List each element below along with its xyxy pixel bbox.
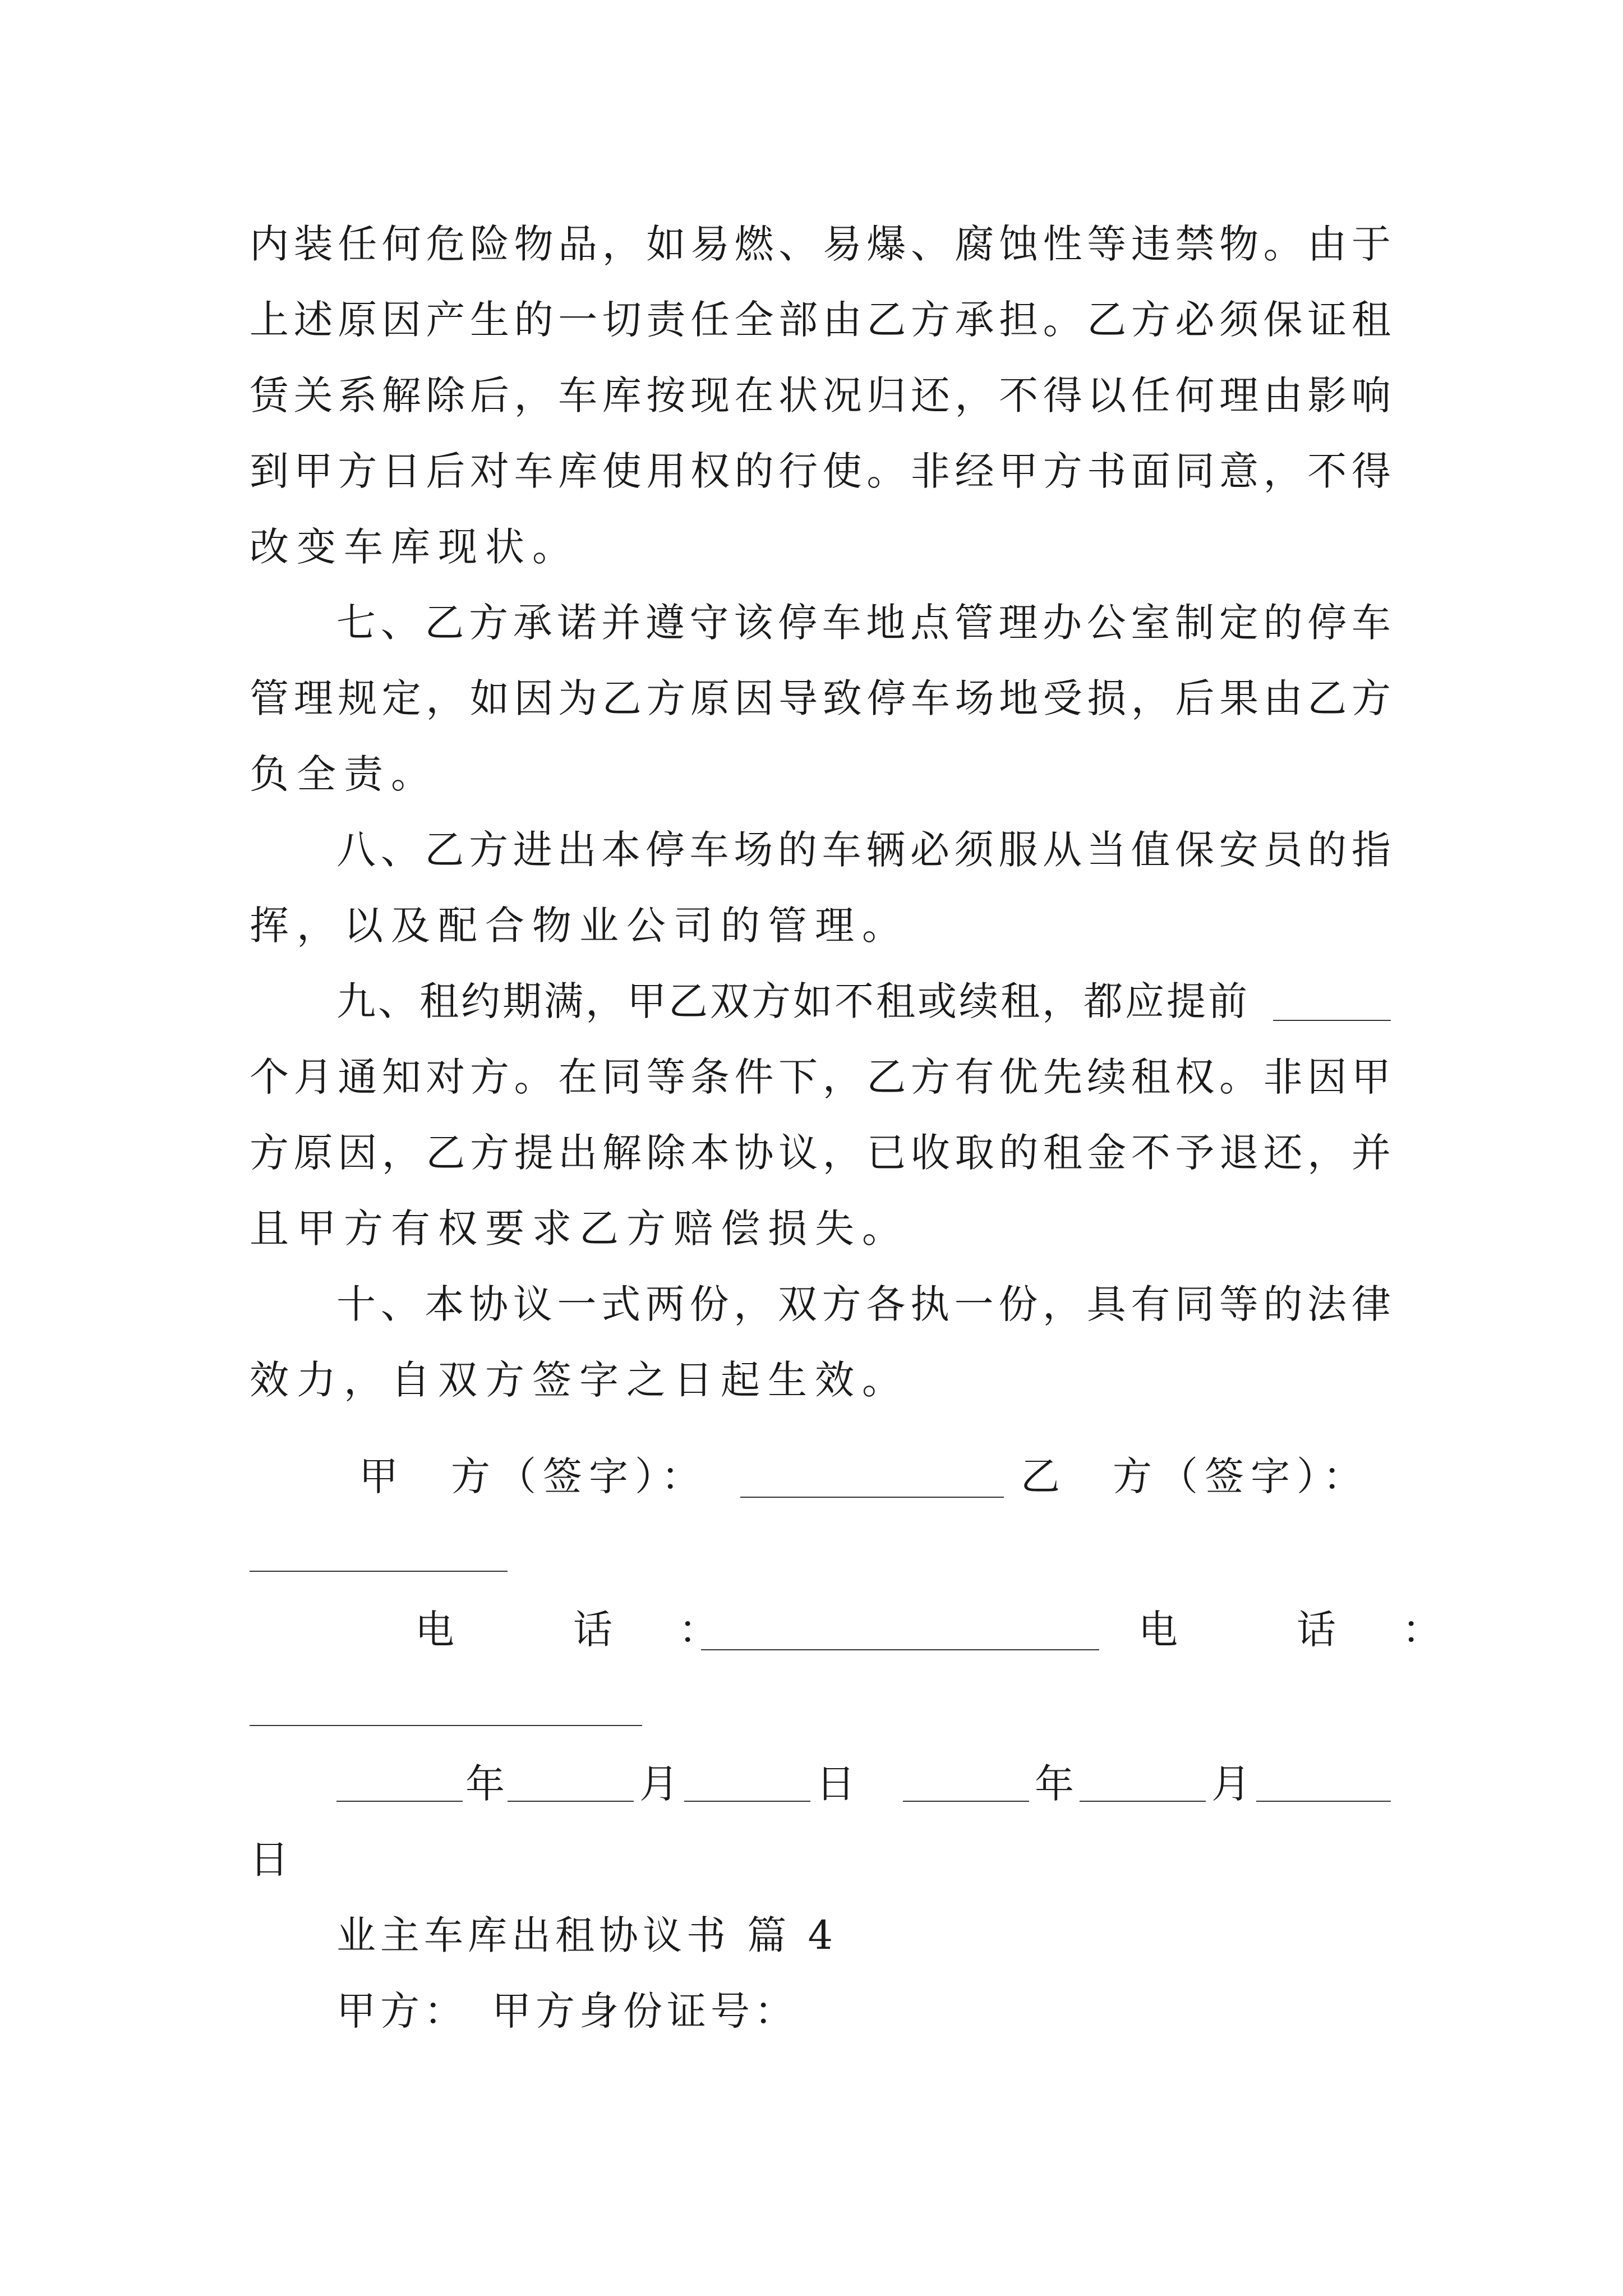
text-char: 各 <box>866 1281 906 1327</box>
text-char: 必 <box>1175 297 1215 343</box>
text-char: 知 <box>381 1054 421 1100</box>
text-char: 由 <box>1263 372 1303 418</box>
text-char: 指 <box>1351 827 1391 873</box>
text-char: 使 <box>822 448 862 494</box>
text-char: 损 <box>1087 675 1127 721</box>
text-char: 方 <box>1351 675 1391 721</box>
text-char: 一 <box>557 1281 597 1327</box>
text-char: 系 <box>338 372 377 418</box>
text-char: 协 <box>469 1281 509 1327</box>
text-char: 方 <box>822 1281 861 1327</box>
text-char: 场 <box>734 827 773 873</box>
text-char: 同 <box>602 1054 642 1100</box>
text-char: 果 <box>1219 675 1259 721</box>
text-char: 于 <box>1351 221 1391 267</box>
text-char: 车 <box>910 675 950 721</box>
text-char: 七 <box>336 600 376 646</box>
text-char: 本 <box>425 1281 464 1327</box>
text-char: 装 <box>293 221 333 267</box>
text-line: 负全责。 <box>250 751 438 797</box>
month-label: 月 <box>639 1761 679 1807</box>
text-char: 同 <box>1175 448 1215 494</box>
text-char: 响 <box>1351 372 1391 418</box>
text-char: 方 <box>1043 448 1082 494</box>
text-char: 关 <box>293 372 333 418</box>
text-char: 任 <box>1131 372 1170 418</box>
text-char: 方 <box>469 1130 509 1176</box>
text-char: 何 <box>1175 372 1215 418</box>
text-char: 的 <box>1263 600 1303 646</box>
text-char: 证 <box>1307 297 1347 343</box>
text-char: 从 <box>1043 827 1082 873</box>
text-char: 法 <box>1307 1281 1347 1327</box>
text-char: 租 <box>1351 297 1391 343</box>
text-char: ， <box>734 1281 773 1327</box>
text-char: 必 <box>910 827 949 873</box>
text-char: 受 <box>1043 675 1082 721</box>
text-line: 且甲方有权要求乙方赔偿损失。 <box>250 1205 909 1251</box>
text-char: 具 <box>1086 1281 1126 1327</box>
text-char: 部 <box>778 297 818 343</box>
text-char: 切 <box>602 297 642 343</box>
text-line <box>336 827 1391 872</box>
text-char: 燃 <box>734 221 774 267</box>
text-line <box>250 449 1391 494</box>
text-char: 通 <box>338 1054 377 1100</box>
party-b-phone-field[interactable] <box>250 1725 642 1726</box>
text-char: 使 <box>602 448 642 494</box>
text-char: 腐 <box>955 221 994 267</box>
text-char: ， <box>955 372 994 418</box>
text-char: 得 <box>1351 448 1391 494</box>
text-line <box>336 979 1262 1024</box>
text-char: 本 <box>690 1130 730 1176</box>
text-char: 执 <box>910 1281 949 1327</box>
text-char: 不 <box>1131 1130 1170 1176</box>
text-char: 担 <box>999 297 1039 343</box>
text-char: 因 <box>734 675 774 721</box>
text-char: 并 <box>1351 1130 1391 1176</box>
text-char: 影 <box>1307 372 1347 418</box>
text-char: 用 <box>646 448 686 494</box>
text-char: 方 <box>250 1130 289 1176</box>
party-b-signature-label: 乙 方（签字）： <box>1021 1453 1369 1499</box>
text-char: 个 <box>250 1054 289 1100</box>
text-char: 律 <box>1351 1281 1391 1327</box>
text-char: ， <box>1043 1281 1082 1327</box>
text-char: 不 <box>999 372 1039 418</box>
party-b-phone-label: 电 话 ： <box>1138 1607 1455 1653</box>
text-char: 经 <box>955 448 994 494</box>
text-char: 甲 <box>1351 1054 1391 1100</box>
text-char: 得 <box>1043 372 1082 418</box>
text-char: 现 <box>690 372 730 418</box>
text-char: 协 <box>734 1130 774 1176</box>
text-char: ， <box>1263 448 1303 494</box>
text-char: 理 <box>1219 372 1259 418</box>
text-char: 导 <box>778 675 818 721</box>
text-line <box>250 1055 1391 1099</box>
text-char: 停 <box>645 827 685 873</box>
text-char: 金 <box>1087 1130 1127 1176</box>
text-char: 租 <box>1043 1130 1082 1176</box>
text-char: 诺 <box>557 600 597 646</box>
text-char: 员 <box>1263 827 1303 873</box>
party-a-signature-field[interactable] <box>740 1497 1004 1498</box>
text-char: 承 <box>955 297 994 343</box>
text-char: 甲 <box>999 448 1039 494</box>
text-char: ， <box>514 372 554 418</box>
text-char: ， <box>822 1130 862 1176</box>
text-char: 爆 <box>866 221 906 267</box>
text-char: 车 <box>689 827 729 873</box>
text-char: 由 <box>1263 675 1303 721</box>
text-char: 况 <box>822 372 862 418</box>
text-char: 非 <box>1263 1054 1303 1100</box>
text-char: 方 <box>910 1054 950 1100</box>
text-char: 方 <box>469 600 509 646</box>
text-line <box>250 222 1391 266</box>
text-char: 物 <box>514 221 554 267</box>
text-char: 、 <box>380 1281 420 1327</box>
text-char: 服 <box>998 827 1038 873</box>
text-char: 的 <box>734 448 774 494</box>
text-char: 制 <box>1175 600 1215 646</box>
party-a-phone-label: 电 话 ： <box>415 1607 731 1653</box>
text-char: 月 <box>293 1054 333 1100</box>
text-char: 乙 <box>426 1130 465 1176</box>
text-char: 方 <box>910 297 950 343</box>
month-label: 月 <box>1211 1761 1251 1807</box>
text-char: 述 <box>293 297 333 343</box>
text-char: 本 <box>601 827 641 873</box>
text-char: 予 <box>1175 1130 1215 1176</box>
text-char: 车 <box>514 448 554 494</box>
party-a-year-field[interactable] <box>336 1801 463 1802</box>
text-char: 禁 <box>1175 221 1215 267</box>
text-char: 如 <box>469 675 509 721</box>
text-char: 议 <box>513 1281 552 1327</box>
text-char: 份 <box>689 1281 729 1327</box>
text-char: 。 <box>1219 1054 1259 1100</box>
text-char: 后 <box>1175 675 1215 721</box>
text-line <box>336 1282 1391 1327</box>
year-label: 年 <box>465 1761 505 1807</box>
text-char: 两 <box>645 1281 685 1327</box>
text-char: 如 <box>646 221 686 267</box>
text-char: 因 <box>1307 1054 1347 1100</box>
text-char: 的 <box>777 827 817 873</box>
text-char: 由 <box>822 297 862 343</box>
text-char: 保 <box>1263 297 1303 343</box>
text-char: 乙 <box>1307 675 1347 721</box>
text-char: 须 <box>954 827 994 873</box>
text-char: 份 <box>998 1281 1038 1327</box>
text-char: 场 <box>955 675 994 721</box>
text-char: 因 <box>338 1130 377 1176</box>
text-char: 等 <box>1219 1281 1258 1327</box>
text-char: 由 <box>1307 221 1347 267</box>
text-char: 危 <box>426 221 465 267</box>
text-char: 状 <box>778 372 818 418</box>
text-char: 日 <box>381 448 421 494</box>
text-char: 因 <box>514 675 554 721</box>
text-char: 理 <box>998 600 1038 646</box>
text-char: 全 <box>734 297 774 343</box>
text-char: 乙 <box>425 600 464 646</box>
section-title: 业主车库出租协议书 篇 4 <box>336 1912 838 1958</box>
text-char: 的 <box>514 297 554 343</box>
text-char: 保 <box>1175 827 1215 873</box>
text-char: 甲 <box>293 448 333 494</box>
text-char: 双 <box>777 1281 817 1327</box>
party-a-id-line: 甲方： 甲方身份证号： <box>336 1988 798 2034</box>
text-char: 车 <box>1351 600 1391 646</box>
text-char: 退 <box>1219 1130 1259 1176</box>
text-char: 守 <box>689 600 729 646</box>
text-char: 产 <box>426 297 465 343</box>
text-char: ， <box>426 675 465 721</box>
text-char: 已 <box>866 1130 906 1176</box>
text-char: 。 <box>514 1054 554 1100</box>
text-char: 地 <box>866 600 906 646</box>
text-char: 解 <box>381 372 421 418</box>
text-char: 十 <box>336 1281 376 1327</box>
text-char: 点 <box>910 600 949 646</box>
text-char: 赁 <box>250 372 289 418</box>
text-char: 方 <box>338 448 377 494</box>
text-char: 生 <box>469 297 509 343</box>
text-char: 并 <box>601 600 641 646</box>
text-char: 条 <box>690 1054 730 1100</box>
text-char: 书 <box>1087 448 1127 494</box>
day-label: 日 <box>816 1761 855 1807</box>
text-char: 等 <box>1087 221 1127 267</box>
text-char: 一 <box>558 297 598 343</box>
text-char: 续 <box>1087 1054 1127 1100</box>
text-char: 优 <box>999 1054 1039 1100</box>
text-char: 出 <box>557 827 597 873</box>
text-char: 。 <box>1043 297 1082 343</box>
text-char: 车 <box>822 827 861 873</box>
text-char: 任 <box>690 297 730 343</box>
text-char: 遵 <box>645 600 685 646</box>
text-char: 乙 <box>1087 297 1127 343</box>
party-a-phone-field[interactable] <box>701 1649 1099 1650</box>
text-char: 原 <box>293 1130 333 1176</box>
party-b-month-field[interactable] <box>1080 1801 1206 1802</box>
text-char: 有 <box>955 1054 994 1100</box>
text-char: 在 <box>558 1054 598 1100</box>
text-char: 议 <box>778 1130 818 1176</box>
text-char: 归 <box>866 372 906 418</box>
text-char: 权 <box>1175 1054 1215 1100</box>
text-char: 按 <box>646 372 686 418</box>
text-char: 权 <box>690 448 730 494</box>
text-char: 的 <box>999 1130 1039 1176</box>
text-char: 八 <box>336 827 376 873</box>
text-char: 同 <box>1175 1281 1215 1327</box>
text-char: 公 <box>1086 600 1126 646</box>
text-line <box>336 600 1391 645</box>
text-char: 管 <box>954 600 994 646</box>
text-char: 定 <box>1219 600 1258 646</box>
text-char: 还 <box>1263 1130 1303 1176</box>
text-char: 库 <box>558 448 598 494</box>
text-char: 管 <box>250 675 289 721</box>
text-char: 该 <box>734 600 773 646</box>
text-char: 性 <box>1043 221 1082 267</box>
text-char: 在 <box>734 372 774 418</box>
text-char: 件 <box>734 1054 774 1100</box>
party-b-day-field[interactable] <box>1256 1801 1391 1802</box>
text-char: 因 <box>381 297 421 343</box>
text-char: 内 <box>250 221 289 267</box>
text-char: 。 <box>866 448 906 494</box>
text-char: 行 <box>778 448 818 494</box>
text-char: 辆 <box>866 827 906 873</box>
text-char: 物 <box>1219 221 1259 267</box>
text-char: 意 <box>1219 448 1259 494</box>
year-label: 年 <box>1035 1761 1074 1807</box>
text-line: 改变车库现状。 <box>250 524 579 570</box>
text-char: 不 <box>1307 448 1347 494</box>
text-char: 方 <box>469 827 509 873</box>
party-b-year-field[interactable] <box>903 1801 1029 1802</box>
text-char: ， <box>381 1130 421 1176</box>
text-char: 品 <box>558 221 598 267</box>
text-char: 后 <box>469 372 509 418</box>
text-char: 收 <box>910 1130 950 1176</box>
text-char: 停 <box>1307 600 1347 646</box>
text-char: 以 <box>1087 372 1127 418</box>
text-char: 停 <box>777 600 817 646</box>
text-char: 乙 <box>866 1054 906 1100</box>
text-line <box>250 297 1391 342</box>
text-char: 何 <box>381 221 421 267</box>
text-char: 地 <box>999 675 1039 721</box>
text-char: 室 <box>1131 600 1170 646</box>
party-a-month-field[interactable] <box>508 1801 634 1802</box>
text-char: ， <box>602 221 642 267</box>
text-char: 提 <box>514 1130 554 1176</box>
text-char: 取 <box>955 1130 994 1176</box>
text-char: 。 <box>1263 221 1303 267</box>
text-char: 除 <box>646 1130 686 1176</box>
text-segment: 九、租约期满，甲乙双方如不租或续租，都应提前 <box>336 978 1249 1024</box>
text-char: 办 <box>1043 600 1082 646</box>
text-char: 值 <box>1131 827 1170 873</box>
text-char: 方 <box>646 675 686 721</box>
text-char: 致 <box>822 675 862 721</box>
day-label: 日 <box>250 1837 289 1883</box>
text-char: 有 <box>1131 1281 1170 1327</box>
text-char: 解 <box>602 1130 642 1176</box>
text-char: 违 <box>1131 221 1170 267</box>
blank-months-field[interactable] <box>1273 1020 1391 1021</box>
text-char: ， <box>822 1054 862 1100</box>
text-char: 原 <box>338 297 377 343</box>
text-char: 的 <box>1307 827 1347 873</box>
text-char: 方 <box>469 1054 509 1100</box>
text-line: 挥，以及配合物业公司的管理。 <box>250 903 909 949</box>
text-char: 出 <box>558 1130 598 1176</box>
text-char: 责 <box>646 297 686 343</box>
text-char: 规 <box>338 675 377 721</box>
text-line <box>250 1130 1391 1175</box>
text-char: 易 <box>822 221 862 267</box>
text-char: 任 <box>338 221 377 267</box>
text-char: 为 <box>558 675 598 721</box>
text-line <box>250 676 1391 721</box>
text-char: 除 <box>426 372 465 418</box>
text-char: 先 <box>1043 1054 1082 1100</box>
text-char: 乙 <box>602 675 642 721</box>
text-char: 、 <box>910 221 950 267</box>
text-char: 一 <box>954 1281 994 1327</box>
text-char: 式 <box>601 1281 641 1327</box>
text-char: 库 <box>602 372 642 418</box>
text-char: 停 <box>866 675 906 721</box>
text-char: 上 <box>250 297 289 343</box>
party-a-signature-label: 甲 方（签字）： <box>359 1453 707 1499</box>
text-char: 非 <box>910 448 950 494</box>
text-char: 下 <box>778 1054 818 1100</box>
text-char: 蚀 <box>999 221 1039 267</box>
text-char: 、 <box>778 221 818 267</box>
text-char: 安 <box>1219 827 1258 873</box>
text-char: 到 <box>250 448 289 494</box>
party-a-day-field[interactable] <box>684 1801 810 1802</box>
text-char: 租 <box>1131 1054 1170 1100</box>
text-char: 原 <box>690 675 730 721</box>
text-char: 当 <box>1086 827 1126 873</box>
text-char: 对 <box>426 1054 465 1100</box>
text-char: 须 <box>1219 297 1259 343</box>
text-char: 后 <box>426 448 465 494</box>
text-char: 等 <box>646 1054 686 1100</box>
text-char: 定 <box>381 675 421 721</box>
text-char: 险 <box>469 221 509 267</box>
text-char: 、 <box>380 827 420 873</box>
party-b-signature-field[interactable] <box>250 1571 508 1572</box>
text-char: 承 <box>513 600 552 646</box>
text-char: ， <box>1307 1130 1347 1176</box>
text-char: 的 <box>1263 1281 1303 1327</box>
text-char: 面 <box>1131 448 1170 494</box>
text-char: 进 <box>513 827 552 873</box>
text-line: 效力，自双方签字之日起生效。 <box>250 1357 909 1403</box>
text-char: 对 <box>469 448 509 494</box>
text-char: 易 <box>690 221 730 267</box>
text-char: 理 <box>293 675 333 721</box>
text-char: ， <box>1131 675 1170 721</box>
text-char: 方 <box>1131 297 1170 343</box>
text-char: 还 <box>910 372 950 418</box>
text-char: 乙 <box>866 297 906 343</box>
text-char: 、 <box>380 600 420 646</box>
text-char: 乙 <box>425 827 464 873</box>
text-line <box>250 373 1391 418</box>
text-char: 车 <box>822 600 861 646</box>
text-char: 车 <box>558 372 598 418</box>
